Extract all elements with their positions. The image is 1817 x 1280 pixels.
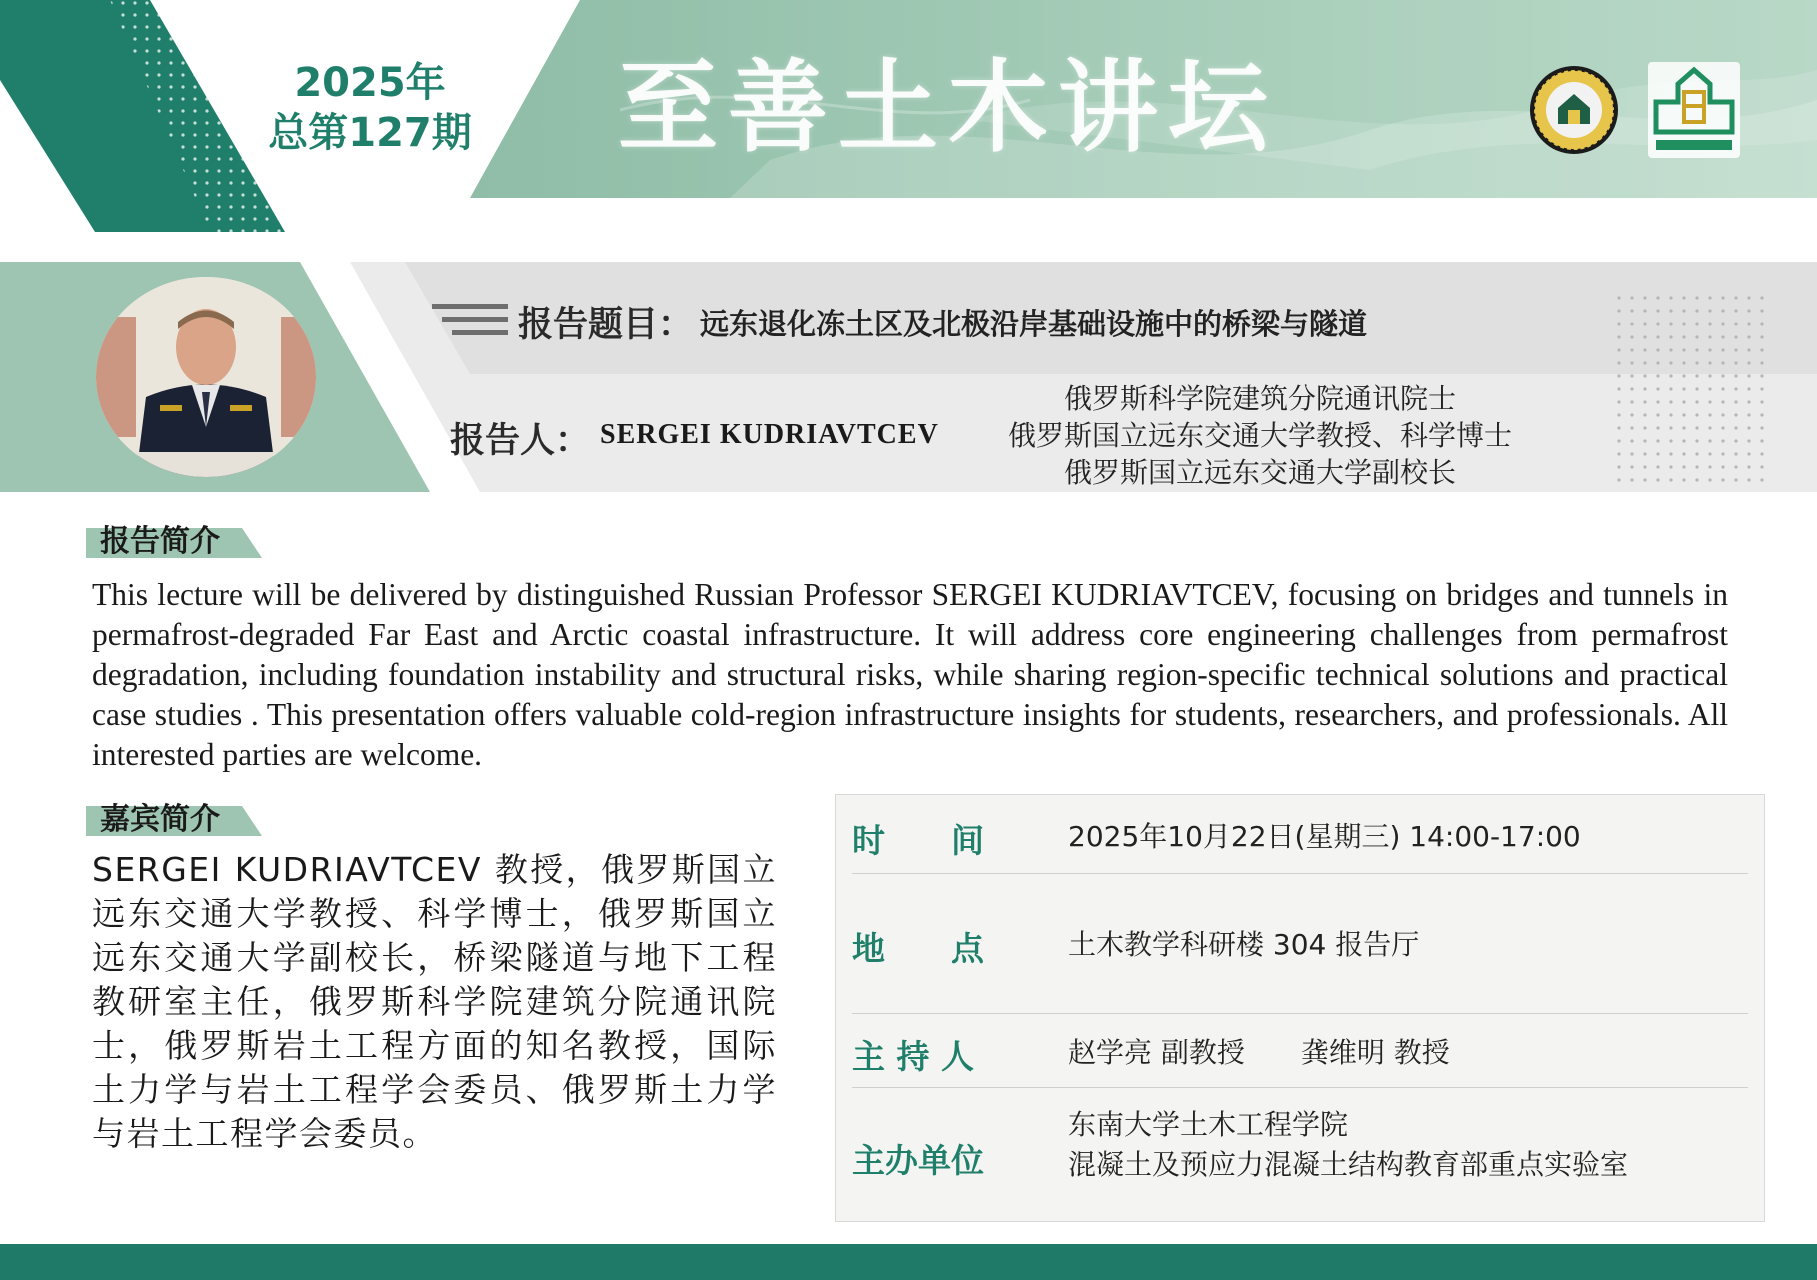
dot-grid-decoration — [1615, 294, 1765, 490]
divider — [852, 873, 1748, 874]
host-label: 主 持 人 — [852, 1037, 974, 1076]
speaker-title-line: 俄罗斯国立远东交通大学副校长 — [1063, 456, 1456, 489]
lecture-abstract: This lecture will be delivered by distinguished Russian Professor SERGEI KUDRIAVTCEV, focusing on bridges and tunnels in permafrost-degraded Far East and Arctic coastal infrastructure. It will address core engineering challenges from permafrost degradation, including foundation instability and structural risks, while sharing region-specific technical solutions and practical case studies . This presentation offers valuable cold-region infrastructure insights for students, researchers, and professionals. All interested parties are welcome. — [92, 577, 1728, 772]
issue-year: 2025年 — [294, 60, 446, 106]
guest-section-title: 嘉宾简介 — [100, 802, 220, 837]
speaker-title-line: 俄罗斯科学院建筑分院通讯院士 — [1063, 382, 1456, 415]
divider — [852, 1087, 1748, 1088]
report-title: 远东退化冻土区及北极沿岸基础设施中的桥梁与隧道 — [700, 307, 1368, 341]
footer-bar — [0, 1244, 1817, 1280]
seu-seal-icon — [1528, 64, 1620, 156]
forum-logo-icon — [1648, 62, 1740, 158]
place-row — [852, 923, 1748, 973]
speaker-titles — [980, 380, 1540, 491]
guest-section-label — [86, 792, 262, 836]
issue-number: 总第127期 — [268, 110, 472, 156]
organizer-line: 东南大学土木工程学院 — [1068, 1108, 1349, 1141]
event-info-panel — [835, 794, 1765, 1222]
lecture-section-label — [86, 514, 262, 558]
time-label: 时 间 — [852, 821, 984, 860]
organizer-row — [852, 1105, 1748, 1205]
host-value: 赵学亮 副教授 龚维明 教授 — [1068, 1036, 1450, 1069]
guest-bio: SERGEI KUDRIAVTCEV 教授，俄罗斯国立远东交通大学教授、科学博士，俄罗斯国立远东交通大学副校长，桥梁隧道与地下工程教研室主任，俄罗斯科学院建筑分院通讯院士，俄罗斯岩土工程方面的知名教授，国际土力学与岩土工程学会委员、俄罗斯土力学与岩土工程学会委员。 — [92, 850, 777, 1153]
host-row — [852, 1031, 1748, 1081]
organizer-label: 主办单位 — [852, 1141, 984, 1180]
speaker-title-line: 俄罗斯国立远东交通大学教授、科学博士 — [1007, 419, 1512, 452]
report-title-label: 报告题目： — [518, 305, 694, 345]
title-lines-icon — [432, 300, 508, 340]
lecture-section-title: 报告简介 — [100, 524, 220, 559]
divider — [852, 1013, 1748, 1014]
time-row — [852, 815, 1748, 865]
issue-info — [245, 58, 495, 158]
speaker-label: 报告人： — [450, 421, 591, 461]
organizer-line: 混凝土及预应力混凝土结构教育部重点实验室 — [1068, 1148, 1629, 1181]
time-value: 2025年10月22日(星期三) 14:00-17:00 — [1068, 820, 1581, 853]
speaker-name: SERGEI KUDRIAVTCEV — [600, 419, 939, 450]
speaker-photo — [96, 277, 316, 477]
place-label: 地 点 — [852, 929, 984, 968]
place-value: 土木教学科研楼 304 报告厅 — [1068, 928, 1420, 961]
forum-title: 至善土木讲坛 — [618, 49, 1278, 166]
